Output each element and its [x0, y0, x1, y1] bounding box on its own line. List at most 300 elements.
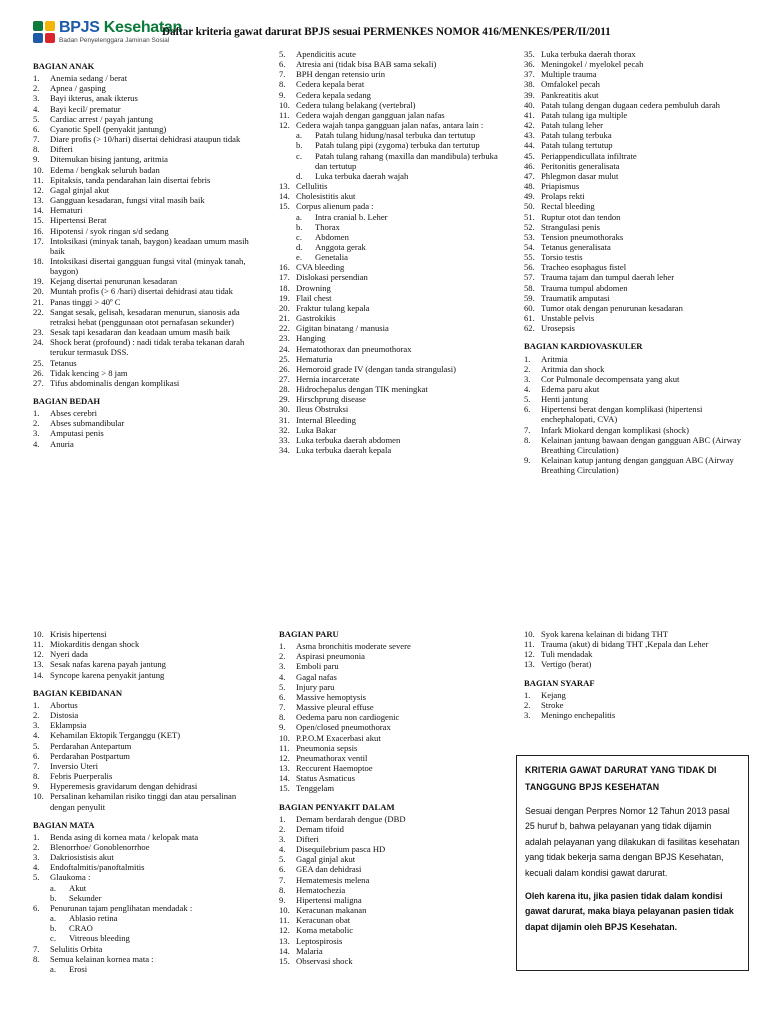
list-item [279, 100, 501, 110]
list-item [279, 844, 501, 854]
item-text: Dakriosistisis akut [50, 852, 114, 863]
list-item [279, 854, 501, 864]
section-heading: BAGIAN KARDIOVASKULER [524, 341, 643, 352]
list-item [33, 862, 259, 872]
list-item [33, 832, 259, 842]
section-heading: BAGIAN BEDAH [33, 396, 101, 406]
item-text: Fraktur tulang kepala [296, 302, 370, 313]
item-number: 5. [33, 113, 40, 124]
list-item [279, 445, 501, 455]
item-number: 5. [279, 681, 286, 692]
item-number: 4. [279, 844, 286, 855]
item-text: Patah tulang dengan dugaan cedera pembuluh darah [541, 99, 720, 110]
item-text: BPH dengan retensio urin [296, 69, 386, 80]
list-item [279, 415, 501, 425]
item-number: 7. [33, 760, 40, 771]
sub-list-item [279, 252, 501, 262]
item-text: Apnea / gasping [50, 83, 106, 94]
item-text: Stroke [541, 699, 564, 710]
item-text: CVA bleeding [296, 262, 345, 273]
item-text: Kehamilan Ektopik Terganggu (KET) [50, 730, 181, 741]
item-number: 3. [524, 710, 531, 721]
list-item [33, 741, 259, 751]
sub-list-item [279, 171, 501, 181]
list-item [279, 824, 501, 834]
sub-item-text: Abdomen [315, 231, 349, 242]
item-number: 8. [524, 434, 531, 445]
item-number: 50. [524, 201, 535, 212]
item-text: Peritonitis generalisata [541, 160, 620, 171]
item-number: 16. [279, 262, 290, 273]
item-number: 22. [279, 323, 290, 334]
list-item [524, 283, 754, 293]
list-item [33, 903, 259, 913]
list-item [524, 404, 754, 424]
item-number: 18. [33, 255, 44, 266]
item-text: P.P.O.M Exacerbasi akut [296, 732, 381, 743]
list-item [33, 670, 259, 680]
item-text: Glaukoma : [50, 872, 91, 883]
item-text: Persalinan kehamilan risiko tinggi dan atau persalinan dengan penyulit [50, 791, 237, 812]
list-item [279, 864, 501, 874]
item-number: 38. [524, 79, 535, 90]
box-paragraph-1: Sesuai dengan Perpres Nomor 12 Tahun 2013 pasal 25 huruf b, bahwa pelayanan yang tidak dijamin adalah pelayanan yang dilakukan di fasilitas kesehatan yang tidak bekerja sama dengan BPJS Kesehatan, kecuali dalam kondisi gawat darurat. [525, 806, 740, 878]
item-number: 9. [279, 89, 286, 100]
sub-item-text: Intra cranial b. Leher [315, 211, 388, 222]
item-number: 19. [279, 292, 290, 303]
item-number: 11. [33, 174, 44, 185]
item-text: Difteri [50, 144, 73, 155]
item-text: Hipertensi berat dengan komplikasi (hipertensi enchephalopati, CVA) [541, 404, 703, 425]
item-number: 4. [33, 438, 40, 449]
item-text: Traumatik amputasi [541, 292, 610, 303]
item-number: 7. [33, 943, 40, 954]
item-number: 1. [524, 353, 531, 364]
item-number: 9. [279, 722, 286, 733]
item-text: Tidak kencing > 8 jam [50, 367, 128, 378]
item-number: 12. [33, 649, 44, 660]
item-number: 5. [33, 740, 40, 751]
item-number: 11. [33, 639, 44, 650]
item-text: Hipotensi / syok ringan s/d sedang [50, 225, 169, 236]
item-text: Hemoroid grade IV (dengan tanda strangulasi) [296, 363, 456, 374]
item-number: 21. [279, 313, 290, 324]
list-item [33, 297, 259, 307]
list-item [33, 761, 259, 771]
item-text: Edema paru akut [541, 384, 600, 394]
list-item [279, 404, 501, 414]
item-text: Meningo enchepalitis [541, 710, 616, 721]
document-title: Daftar kriteria gawat darurat BPJS sesuai PERMENKES NOMOR 416/MENKES/PER/II/2011 [162, 26, 611, 38]
item-text: Disequilebrium pasca HD [296, 844, 386, 855]
list-item [524, 151, 754, 161]
item-text: Cedera tulang belakang (vertebral) [296, 99, 416, 110]
item-text: Hipertensi maligna [296, 894, 362, 905]
item-number: 11. [279, 742, 290, 753]
item-text: Gangguan kesadaran, fungsi vital masih baik [50, 195, 205, 206]
item-text: Internal Bleeding [296, 414, 356, 425]
item-text: Cedera wajah dengan gangguan jalan nafas [296, 109, 445, 120]
list-item [524, 90, 754, 100]
item-number: 6. [33, 123, 40, 134]
item-text: Hidrochepalus dengan TIK meningkat [296, 384, 428, 395]
item-number: 51. [524, 211, 535, 222]
sub-item-text: Vitreous bleeding [69, 933, 130, 944]
item-number: 2. [33, 710, 40, 721]
list-item [33, 730, 259, 740]
logo-brand-bpjs: BPJS [59, 19, 100, 36]
item-number: 2. [33, 83, 40, 94]
item-text: Tetanus generalisata [541, 241, 611, 252]
section-heading: BAGIAN SYARAF [524, 677, 595, 688]
item-number: 2. [524, 699, 531, 710]
sub-list-item [279, 212, 501, 222]
item-text: Gagal nafas [296, 671, 337, 682]
item-text: Status Asmaticus [296, 773, 355, 784]
item-number: 43. [524, 130, 535, 141]
sub-item-text: Thorax [315, 221, 340, 232]
item-number: 14. [279, 945, 290, 956]
bpjs-logo [33, 20, 182, 45]
item-number: 9. [33, 781, 40, 792]
list-item [33, 114, 259, 124]
item-text: Shock berat (profound) : nadi tidak teraba tekanan darah terukur termasuk DSS. [50, 337, 245, 358]
item-text: Inversio Uteri [50, 760, 98, 771]
list-item [33, 165, 259, 175]
item-number: 7. [524, 424, 531, 435]
item-text: Hirschprung disease [296, 394, 366, 405]
item-text: Keracunan makanan [296, 905, 367, 916]
list-item [524, 69, 754, 79]
item-text: Dislokasi persendian [296, 272, 368, 283]
sub-list-item [279, 151, 501, 171]
sub-list-item [279, 130, 501, 140]
item-number: 14. [33, 669, 44, 680]
item-number: 5. [524, 394, 531, 405]
item-number: 12. [279, 925, 290, 936]
item-text: Hyperemesis gravidarum dengan dehidrasi [50, 781, 198, 792]
list-item [279, 702, 501, 712]
item-text: Emboli paru [296, 661, 339, 672]
item-text: Apendicitis acute [296, 49, 356, 59]
item-number: 3. [33, 428, 40, 439]
item-text: Bayi kecil/ prematur [50, 103, 121, 114]
item-text: Abses cerebri [50, 408, 98, 419]
list-item [279, 885, 501, 895]
sub-item-letter: b. [50, 892, 57, 903]
item-text: Ileus Obstruksi [296, 404, 349, 415]
item-text: Amputasi penis [50, 428, 104, 439]
sub-list-item [33, 933, 259, 943]
list-item [33, 710, 259, 720]
item-number: 7. [279, 69, 286, 80]
item-text: Benda asing di kornea mata / kelopak mata [50, 831, 199, 842]
list-item [279, 905, 501, 915]
list-item [279, 722, 501, 732]
list-item [524, 242, 754, 252]
item-number: 61. [524, 313, 535, 324]
item-number: 28. [279, 384, 290, 395]
item-text: Cyanotic Spell (penyakit jantung) [50, 123, 167, 134]
item-number: 33. [279, 434, 290, 445]
list-item [524, 700, 754, 710]
list-item [33, 124, 259, 134]
sub-item-letter: b. [296, 140, 303, 151]
sub-item-letter: a. [296, 130, 302, 141]
item-text: Cholesistitis akut [296, 191, 356, 202]
sub-item-text: Akut [69, 882, 87, 893]
item-text: Perdarahan Postpartum [50, 750, 130, 761]
sub-list-item [279, 222, 501, 232]
list-item [524, 161, 754, 171]
item-number: 49. [524, 191, 535, 202]
list-item [279, 49, 501, 59]
list-item [524, 79, 754, 89]
list-item [524, 659, 754, 669]
list-item [524, 110, 754, 120]
item-number: 58. [524, 282, 535, 293]
item-number: 9. [33, 154, 40, 165]
item-text: Tumor otak dengan penurunan kesadaran [541, 302, 683, 313]
item-number: 5. [33, 872, 40, 883]
item-number: 1. [33, 831, 40, 842]
list-item [33, 649, 259, 659]
bpjs-logo-icon [33, 21, 55, 43]
item-text: Anemia sedang / berat [50, 73, 128, 84]
list-item [279, 661, 501, 671]
item-number: 13. [279, 763, 290, 774]
item-text: Cor Pulmonale decompensata yang akut [541, 373, 680, 384]
sub-item-text: Erosi [69, 963, 88, 974]
list-item [33, 154, 259, 164]
item-number: 16. [33, 225, 44, 236]
item-number: 13. [279, 181, 290, 192]
list-item [279, 651, 501, 661]
item-number: 36. [524, 59, 535, 70]
list-item [279, 773, 501, 783]
list-item [33, 408, 259, 418]
item-text: Leptospirosis [296, 935, 343, 946]
list-item [33, 954, 259, 964]
item-text: Eklampsia [50, 720, 87, 731]
list-item [524, 354, 754, 364]
list-item [279, 90, 501, 100]
item-text: Penurunan tajam penglihatan mendadak : [50, 902, 193, 913]
item-number: 32. [279, 424, 290, 435]
item-number: 60. [524, 302, 535, 313]
list-item [279, 641, 501, 651]
item-number: 6. [33, 902, 40, 913]
item-number: 44. [524, 140, 535, 151]
item-text: Sesak tapi kesadaran dan keadaan umum masih baik [50, 327, 231, 338]
list-item [524, 191, 754, 201]
item-text: Diare profis (> 10/hari) disertai dehidrasi ataupun tidak [50, 134, 241, 145]
sub-item-text: Patah tulang rahang (maxilla dan mandibula) terbuka dan tertutup [315, 150, 498, 171]
list-item [279, 915, 501, 925]
list-item [524, 435, 754, 455]
list-item [524, 59, 754, 69]
list-item [279, 895, 501, 905]
item-number: 3. [33, 852, 40, 863]
item-number: 31. [279, 414, 290, 425]
item-text: Hematuri [50, 205, 83, 216]
item-text: Luka terbuka daerah kepala [296, 445, 392, 456]
item-number: 57. [524, 272, 535, 283]
item-number: 26. [33, 367, 44, 378]
sub-item-letter: b. [296, 221, 303, 232]
item-number: 4. [524, 384, 531, 394]
item-text: Intoksikasi disertai gangguan fungsi vital (minyak tanah, baygon) [50, 255, 246, 277]
item-text: Ditemukan bising jantung, aritmia [50, 154, 168, 165]
item-number: 23. [33, 327, 44, 338]
item-number: 13. [33, 659, 44, 670]
item-text: Phlegmon dasar mulut [541, 170, 619, 181]
item-text: Periappendicullata infiltrate [541, 150, 637, 161]
item-text: Infark Miokard dengan komplikasi (shock) [541, 424, 689, 435]
list-item [524, 690, 754, 700]
item-text: Multiple trauma [541, 69, 597, 80]
list-item [33, 944, 259, 954]
item-number: 8. [279, 884, 286, 895]
list-item [279, 262, 501, 272]
sub-list-item [279, 140, 501, 150]
item-number: 14. [279, 773, 290, 784]
item-number: 20. [33, 286, 44, 297]
item-text: Hematochezia [296, 884, 346, 895]
sub-item-text: Sekunder [69, 892, 102, 903]
item-text: Trauma tajam dan tumpul daerah leher [541, 272, 675, 283]
list-item [279, 956, 501, 966]
item-number: 62. [524, 323, 535, 334]
list-item [279, 875, 501, 885]
item-text: Patah tulang leher [541, 120, 604, 131]
item-number: 25. [33, 357, 44, 368]
list-item [279, 763, 501, 773]
item-number: 37. [524, 69, 535, 80]
sub-item-letter: a. [296, 211, 302, 222]
list-item [279, 435, 501, 445]
item-text: Syncope karena penyakit jantung [50, 669, 165, 680]
column-5 [279, 629, 501, 966]
item-number: 7. [279, 702, 286, 713]
item-number: 48. [524, 181, 535, 192]
non-covered-criteria-box [516, 755, 749, 971]
item-number: 27. [33, 377, 44, 388]
item-text: Henti jantung [541, 394, 589, 405]
list-item [33, 226, 259, 236]
item-number: 6. [33, 750, 40, 761]
item-text: Corpus alienum pada : [296, 201, 374, 212]
sub-list-item [33, 883, 259, 893]
item-number: 1. [279, 641, 286, 652]
list-item [524, 181, 754, 191]
list-item [33, 236, 259, 256]
item-number: 35. [524, 49, 535, 59]
item-text: Hematemesis melena [296, 874, 370, 885]
item-number: 5. [279, 49, 286, 59]
list-item [524, 140, 754, 150]
item-number: 26. [279, 363, 290, 374]
list-item [33, 700, 259, 710]
sub-item-letter: e. [296, 252, 302, 263]
list-item [279, 672, 501, 682]
list-item [524, 323, 754, 333]
item-number: 19. [33, 276, 44, 287]
item-number: 11. [279, 109, 290, 120]
list-item [524, 629, 754, 639]
item-number: 21. [33, 296, 44, 307]
item-text: Prolaps rekti [541, 191, 585, 202]
sub-item-text: Luka terbuka daerah wajah [315, 170, 409, 181]
item-number: 8. [33, 771, 40, 782]
item-number: 39. [524, 89, 535, 100]
item-number: 12. [33, 184, 44, 195]
item-text: Muntah profis (> 6 /hari) disertai dehidrasi atau tidak [50, 286, 233, 297]
column-4 [33, 629, 259, 974]
item-text: Patah tulang terbuka [541, 130, 612, 141]
section-heading: BAGIAN MATA [33, 819, 95, 830]
item-text: Tension pneumothoraks [541, 231, 624, 242]
item-number: 10. [524, 629, 535, 639]
list-item [279, 733, 501, 743]
item-text: Endoftalmitis/panoftalmitis [50, 862, 145, 873]
list-item [279, 354, 501, 364]
item-text: Malaria [296, 945, 323, 956]
item-number: 2. [33, 841, 40, 852]
list-item [524, 262, 754, 272]
item-number: 11. [279, 915, 290, 926]
item-text: Tifus abdominalis dengan komplikasi [50, 377, 180, 388]
list-item [524, 212, 754, 222]
item-number: 2. [33, 418, 40, 429]
item-text: Kelainan jantung bawaan dengan gangguan ABC (Airway Breathing Circulation) [541, 434, 741, 455]
item-number: 6. [279, 59, 286, 70]
list-item [524, 649, 754, 659]
item-text: Flail chest [296, 292, 332, 303]
list-item [524, 272, 754, 282]
section-heading: BAGIAN ANAK [33, 61, 95, 71]
item-text: Massive pleural effuse [296, 702, 374, 713]
list-item [33, 185, 259, 195]
item-text: Reccurent Haemoptoe [296, 763, 373, 774]
item-number: 30. [279, 404, 290, 415]
sub-item-letter: c. [296, 150, 302, 161]
item-number: 12. [279, 752, 290, 763]
list-item [524, 639, 754, 649]
item-number: 53. [524, 231, 535, 242]
list-item [279, 753, 501, 763]
list-item [33, 286, 259, 296]
box-paragraph-2: Oleh karena itu, jika pasien tidak dalam kondisi gawat darurat, maka biaya pelayanan pasien tidak dapat dijamin oleh BPJS Kesehatan. [525, 891, 734, 932]
item-text: Aritmia dan shock [541, 363, 605, 374]
item-number: 12. [279, 120, 290, 131]
list-item [524, 100, 754, 110]
item-text: Urosepsis [541, 323, 575, 334]
item-number: 13. [524, 659, 535, 670]
item-text: Panas tinggi > 40º C [50, 296, 121, 307]
item-text: Demam tifoid [296, 823, 344, 834]
sub-item-letter: c. [296, 231, 302, 242]
item-number: 3. [33, 720, 40, 731]
list-item [279, 293, 501, 303]
list-item [279, 59, 501, 69]
list-item [33, 195, 259, 205]
item-text: Pneumathorax ventil [296, 752, 368, 763]
item-text: Luka Bakar [296, 424, 337, 435]
list-item [33, 720, 259, 730]
item-number: 1. [279, 813, 286, 824]
item-number: 2. [279, 823, 286, 834]
